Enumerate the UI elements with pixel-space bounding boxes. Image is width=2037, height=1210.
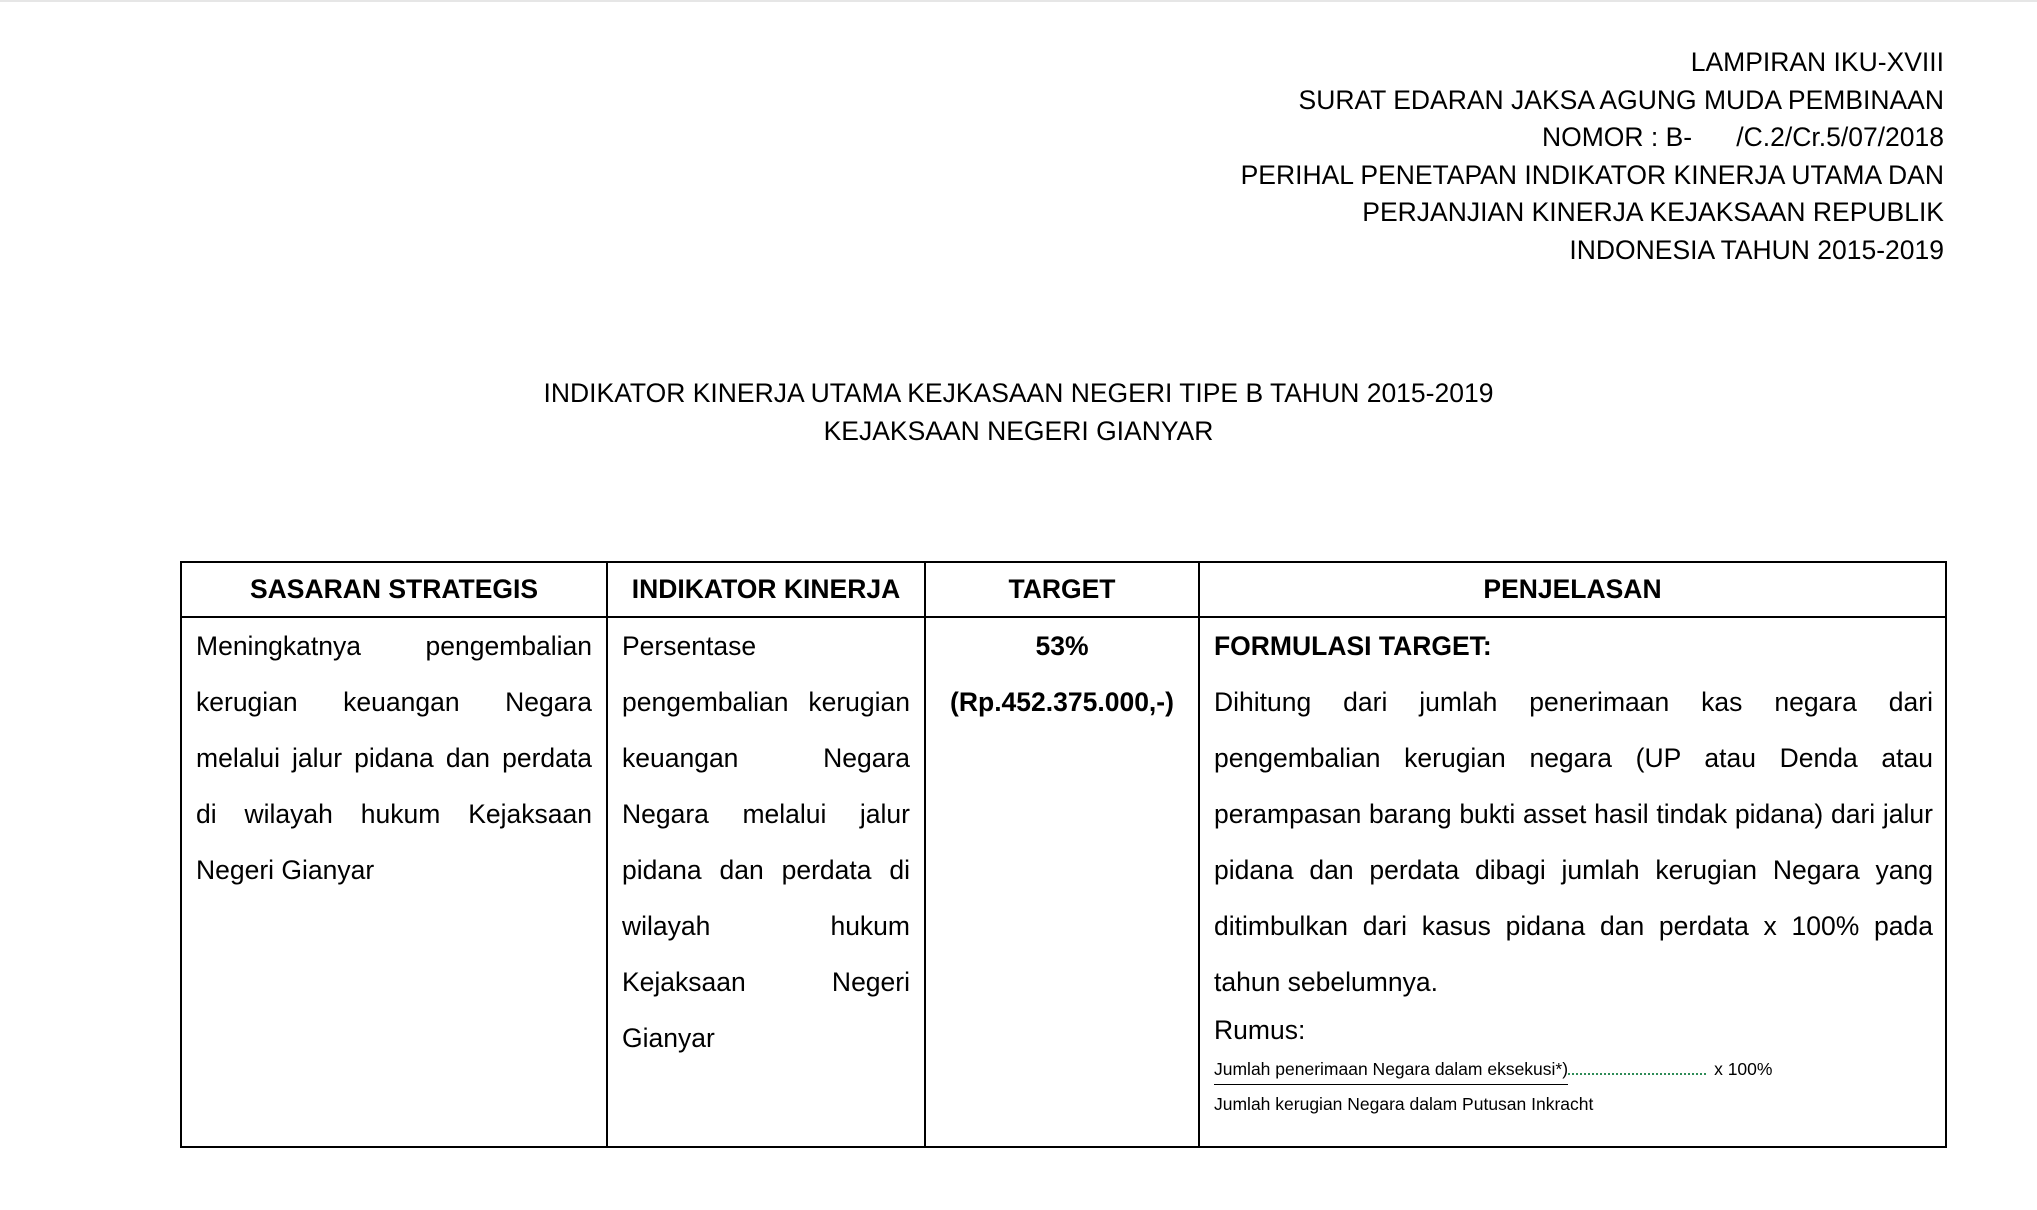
header-line-nomor: NOMOR : B- /C.2/Cr.5/07/2018 — [1541, 122, 1944, 152]
penjelasan-body: Dihitung dari jumlah penerimaan kas negara dari pengembalian kerugian negara (UP atau Denda atau perampasan barang bukti asset hasil tindak pidana) dari jalur pidana dan perdata dibagi jumlah kerugian Negara yang ditimbulkan dari kasus pidana dan perdata x 100% pada tahun sebelumnya. — [1214, 687, 1933, 997]
document-header — [1241, 44, 1944, 269]
target-amount: (Rp.452.375.000,-) — [950, 687, 1174, 717]
document-title — [0, 375, 2037, 450]
formula — [1214, 1058, 1933, 1115]
column-header-sasaran: SASARAN STRATEGIS — [181, 562, 607, 617]
cell-penjelasan — [1199, 617, 1946, 1147]
table-row — [181, 617, 1946, 1147]
header-line-tahun: INDONESIA TAHUN 2015-2019 — [1569, 234, 1944, 265]
cell-target — [925, 617, 1199, 1147]
header-line-perjanjian: PERJANJIAN KINERJA KEJAKSAAN REPUBLIK — [1362, 197, 1944, 227]
formula-multiplier: x 100% — [1714, 1059, 1773, 1079]
page-top-edge — [0, 0, 2037, 2]
penjelasan-heading: FORMULASI TARGET: — [1214, 631, 1492, 661]
table-header-row — [181, 562, 1946, 617]
header-line-lampiran: LAMPIRAN IKU-XVIII — [1690, 47, 1944, 77]
sasaran-text: Meningkatnya pengembalian kerugian keuangan Negara melalui jalur pidana dan perdata di wilayah hukum Kejaksaan Negeri Gianyar — [196, 631, 592, 885]
column-header-penjelasan: PENJELASAN — [1199, 562, 1946, 617]
cell-indikator — [607, 617, 925, 1147]
indikator-text: Persentase pengembalian kerugian keuangan Negara Negara melalui jalur pidana dan perdata di wilayah hukum Kejaksaan Negeri Gianyar — [622, 631, 910, 1053]
column-header-target: TARGET — [925, 562, 1199, 617]
header-line-surat-edaran: SURAT EDARAN JAKSA AGUNG MUDA PEMBINAAN — [1298, 84, 1944, 115]
cell-sasaran — [181, 617, 607, 1147]
header-line-perihal: PERIHAL PENETAPAN INDIKATOR KINERJA UTAMA DAN — [1240, 159, 1944, 190]
formula-spacer — [1568, 1073, 1706, 1075]
iku-table — [180, 561, 1947, 1148]
formula-denominator: Jumlah kerugian Negara dalam Putusan Inkracht — [1214, 1094, 1594, 1114]
target-percent: 53% — [1035, 631, 1089, 661]
column-header-indikator: INDIKATOR KINERJA — [607, 562, 925, 617]
formula-numerator: Jumlah penerimaan Negara dalam eksekusi*) — [1214, 1058, 1568, 1085]
rumus-label: Rumus: — [1214, 1015, 1306, 1045]
title-line-2: KEJAKSAAN NEGERI GIANYAR — [823, 415, 1214, 446]
title-line-1: INDIKATOR KINERJA UTAMA KEJKASAAN NEGERI TIPE B TAHUN 2015-2019 — [543, 378, 1494, 408]
